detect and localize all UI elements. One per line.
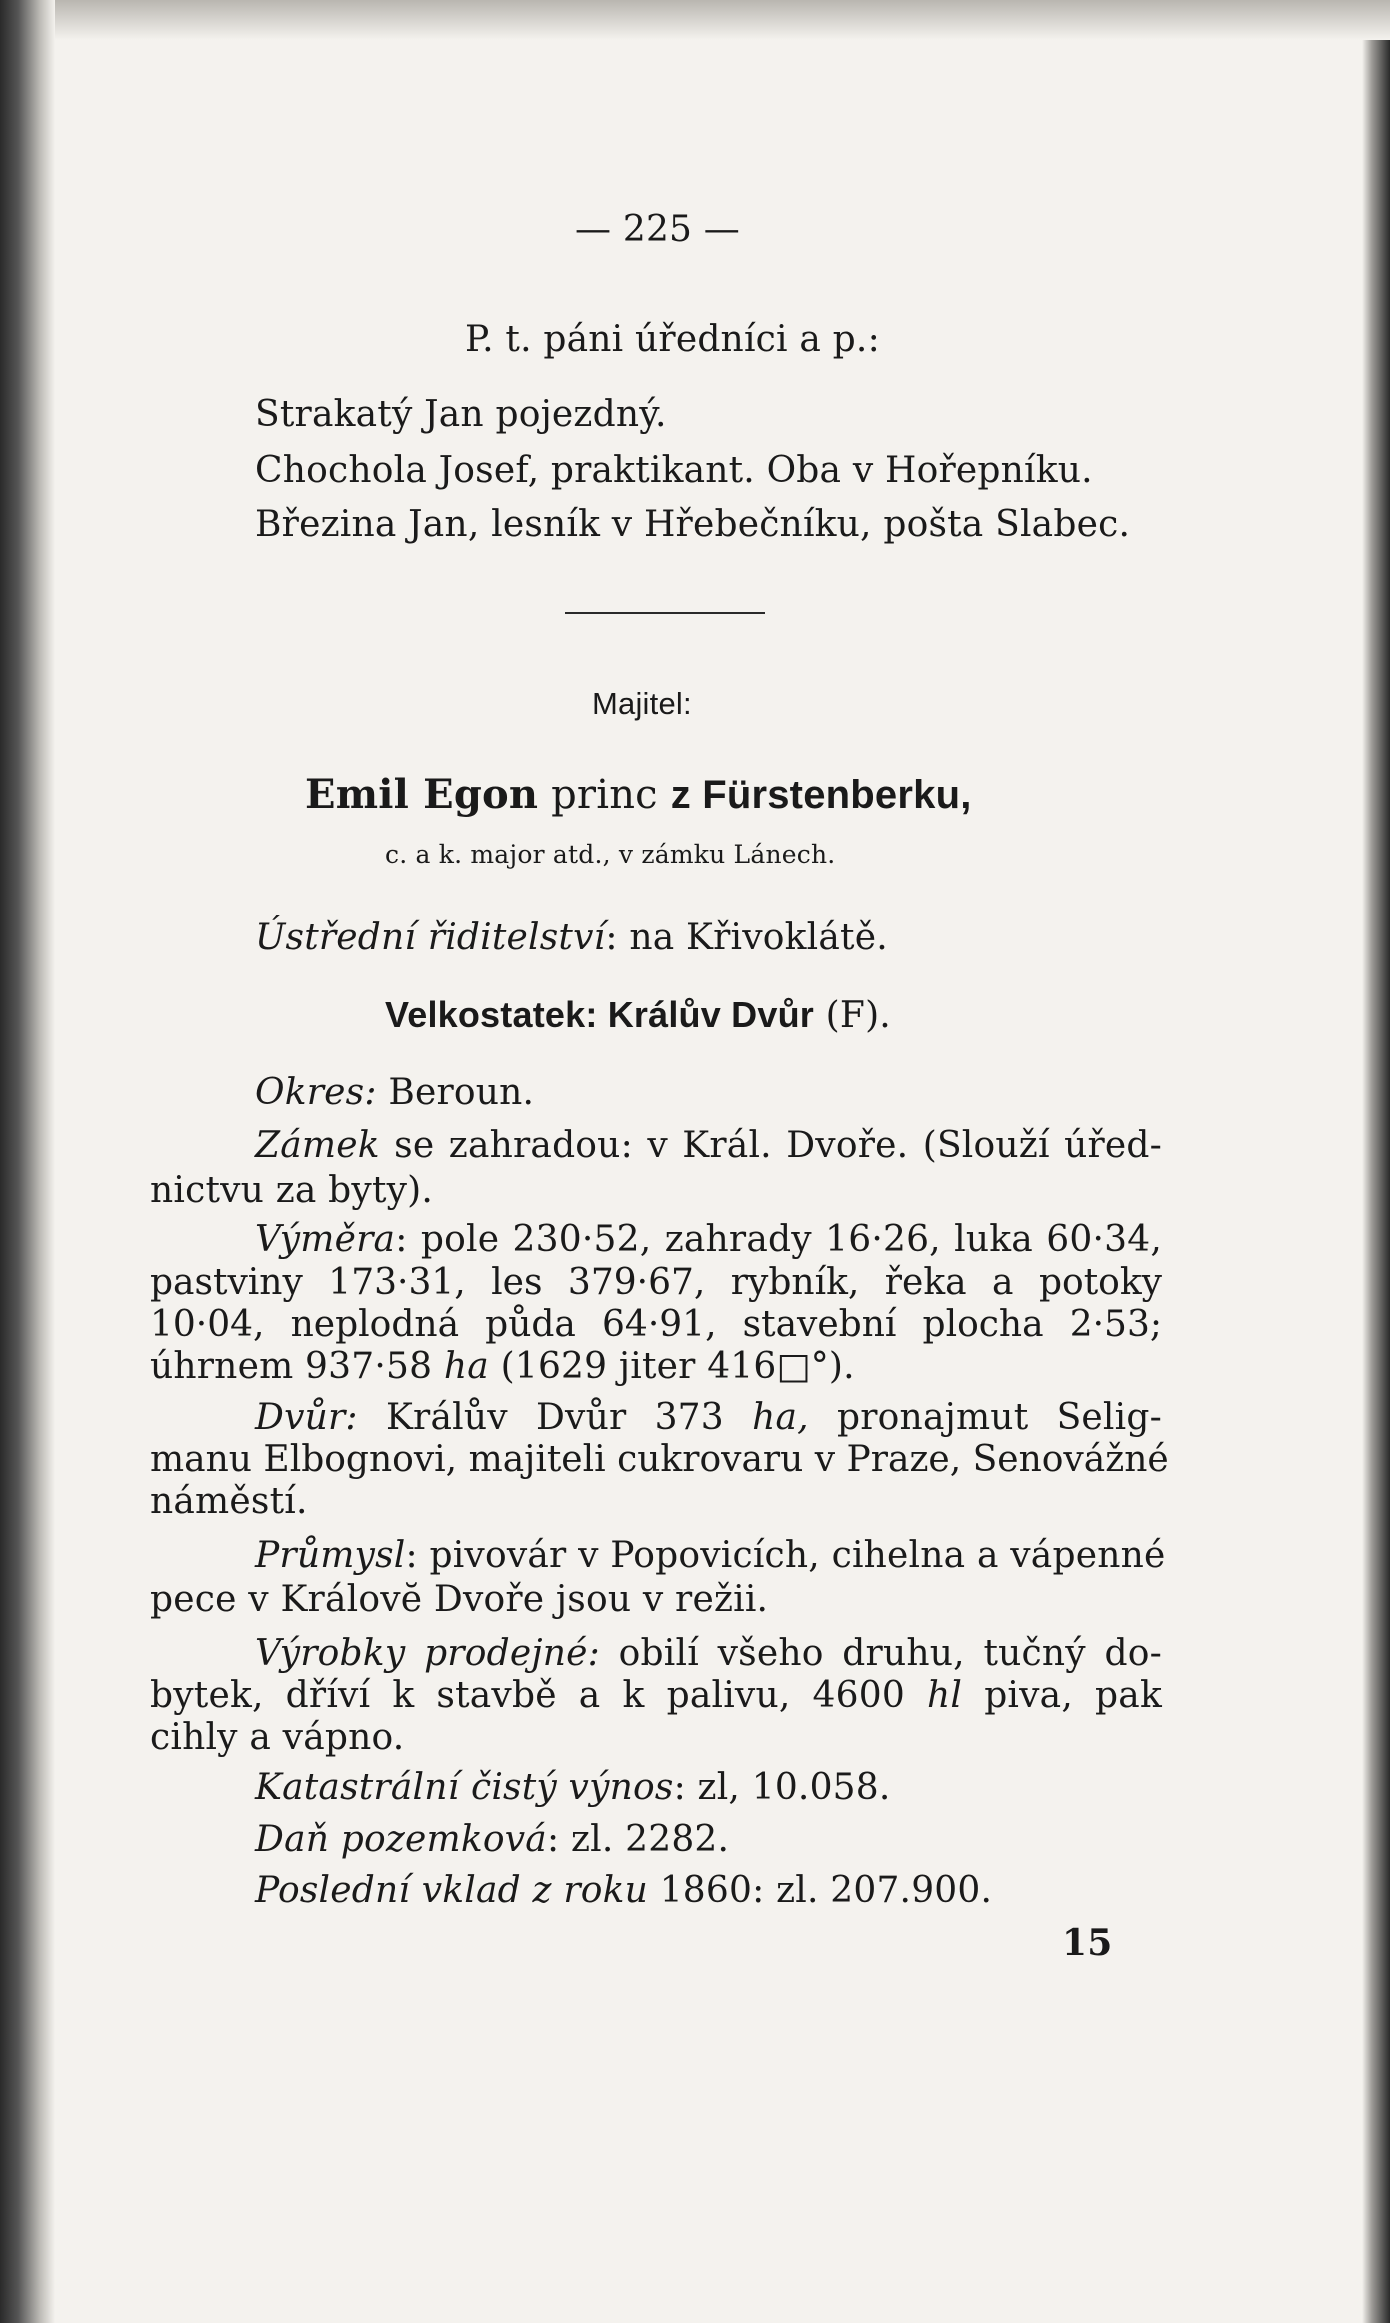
dan-label: Daň pozemková [255,1819,547,1860]
prumysl-line [255,1535,1166,1576]
vyrobky-unit: hl [927,1675,963,1716]
vyrobky-line [255,1633,1163,1674]
vyrobky-text: obilí všeho druhu, tučný do- [618,1633,1163,1674]
dvur-line [255,1397,1162,1438]
vyrobky-text: piva, pak [984,1675,1162,1716]
dvur-unit: ha, [752,1397,809,1438]
estate-mark: (F). [825,995,891,1036]
vymera-line: 10·04, neplodná půda 64·91, stavební plocha 2·53; [150,1304,1162,1345]
estate-title: Velkostatek: Králův Dvůr [385,994,814,1035]
official-line: Březina Jan, lesník v Hřebečníku, pošta Slabec. [255,504,1131,545]
vyrobky-text: bytek, dříví k stavbě a k palivu, 4600 [150,1675,905,1716]
okres-value: Beroun. [388,1072,535,1113]
owner-subtitle: c. a k. major atd., v zámku Lánech. [385,840,836,869]
vymera-total-jiter: (1629 jiter 416□°). [500,1346,855,1387]
dvur-text: Králův Dvůr 373 [385,1397,724,1438]
vymera-text: : pole 230·52, zahrady 16·26, luka 60·34, [395,1219,1162,1260]
owner-name-part: z Fürstenberku, [670,773,972,817]
dvur-line: manu Elbognovi, majiteli cukrovaru v Praze, Senovážné [150,1439,1169,1480]
katastr-label: Katastrální čistý výnos [255,1767,674,1808]
vklad-label: Poslední vklad z roku [255,1870,649,1911]
vymera-line [150,1346,855,1387]
vyrobky-line: cihly a vápno. [150,1717,405,1758]
zamek-label: Zámek [255,1125,380,1166]
official-line: Chochola Josef, praktikant. Oba v Hořepníku. [255,450,1093,491]
vymera-line: pastviny 173·31, les 379·67, rybník, řeka a potoky [150,1262,1162,1303]
prumysl-label: Průmysl [255,1535,406,1576]
page-number: — 225 — [575,209,740,250]
okres-line [255,1072,535,1113]
vymera-total: úhrnem 937·58 [150,1346,433,1387]
zamek-line: nictvu za byty). [150,1170,434,1211]
dvur-label: Dvůr: [255,1397,358,1438]
prumysl-text: : pivovár v Popovicích, cihelna a vápenné [405,1535,1166,1576]
central-office-value: : na Křivoklátě. [605,917,888,958]
dvur-text: pronajmut Selig- [837,1397,1162,1438]
officials-heading: P. t. páni úředníci a p.: [465,319,880,360]
central-office [255,917,888,958]
owner-name-part: Emil Egon [305,771,539,818]
signature-mark: 15 [1062,1922,1113,1964]
central-office-label: Ústřední řiditelství [255,917,606,958]
zamek-text: se zahradou: v Král. Dvoře. (Slouží úřed- [394,1125,1162,1166]
prumysl-line: pece v Královĕ Dvoře jsou v režii. [150,1579,769,1620]
vymera-line [255,1219,1162,1260]
okres-label: Okres: [255,1072,377,1113]
page-edge-shadow [1362,0,1390,2323]
vklad-value: 1860: zl. 207.900. [659,1870,993,1911]
katastr-line [255,1767,891,1808]
estate-heading [385,994,891,1036]
vyrobky-label: Výrobky prodejné: [255,1633,600,1674]
official-line: Strakatý Jan pojezdný. [255,394,667,435]
owner-label: Majitel: [592,686,692,721]
owner-title: princ [551,772,658,818]
vklad-line [255,1870,993,1911]
vymera-unit: ha [443,1346,489,1387]
vymera-label: Výměra [255,1219,396,1260]
dan-line [255,1819,730,1860]
zamek-line [255,1125,1162,1166]
vyrobky-line [150,1675,1162,1716]
dvur-line: náměstí. [150,1481,308,1522]
katastr-value: : zl, 10.058. [673,1767,891,1808]
section-divider [565,612,765,614]
owner-name [305,771,972,818]
dan-value: : zl. 2282. [546,1819,730,1860]
